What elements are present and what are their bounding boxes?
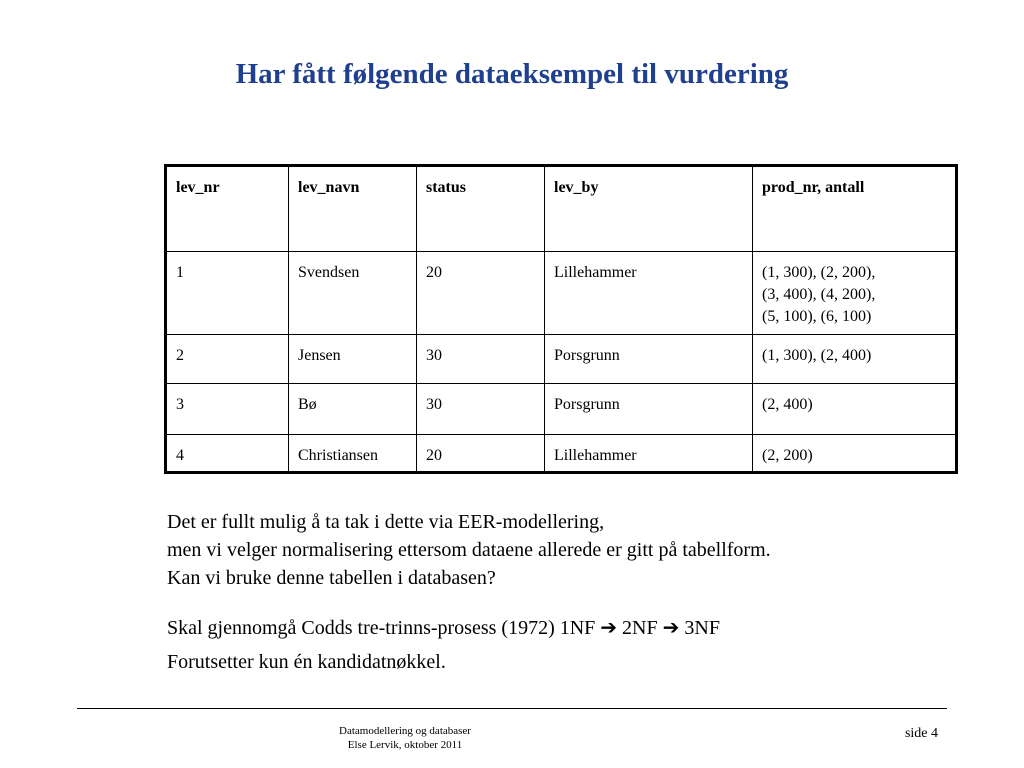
page-number: side 4 <box>904 726 938 741</box>
body-line-codd: Skal gjennomgå Codds tre-trinns-prosess (1972) 1NF ➔ 2NF ➔ 3NF <box>167 617 720 639</box>
footer-author: Else Lervik, oktober 2011 <box>347 739 463 751</box>
footer-info <box>0 724 810 752</box>
cell-lev-navn: Christiansen <box>289 435 417 473</box>
cell-prod-antall <box>753 252 957 335</box>
cell-prod-antall: (2, 400) <box>753 384 957 435</box>
cell-status: 20 <box>417 435 545 473</box>
cell-status: 30 <box>417 335 545 384</box>
table-row <box>166 335 957 384</box>
body-line: Kan vi bruke denne tabellen i databasen? <box>167 567 496 589</box>
header-prod-antall: prod_nr, antall <box>753 166 957 252</box>
cell-lev-by: Lillehammer <box>545 435 753 473</box>
cell-status: 20 <box>417 252 545 335</box>
prod-line: (5, 100), (6, 100) <box>762 308 872 325</box>
supplier-table <box>164 164 958 474</box>
cell-lev-navn: Svendsen <box>289 252 417 335</box>
cell-lev-nr: 3 <box>166 384 289 435</box>
prod-line: (3, 400), (4, 200), <box>762 286 876 303</box>
table-row <box>166 435 957 473</box>
prod-line: (1, 300), (2, 200), <box>762 264 876 281</box>
table-row <box>166 384 957 435</box>
cell-lev-nr: 1 <box>166 252 289 335</box>
cell-lev-navn: Jensen <box>289 335 417 384</box>
slide-title: Har fått følgende dataeksempel til vurdering <box>235 58 789 90</box>
slide-body <box>167 508 771 676</box>
cell-lev-by: Porsgrunn <box>545 335 753 384</box>
body-line: Det er fullt mulig å ta tak i dette via EER-modellering, <box>167 511 605 533</box>
header-lev-by: lev_by <box>545 166 753 252</box>
cell-lev-by: Lillehammer <box>545 252 753 335</box>
header-lev-navn: lev_navn <box>289 166 417 252</box>
table-header-row <box>166 166 957 252</box>
body-line: men vi velger normalisering ettersom dataene allerede er gitt på tabellform. <box>167 539 771 561</box>
cell-lev-navn: Bø <box>289 384 417 435</box>
table-row <box>166 252 957 335</box>
cell-lev-nr: 4 <box>166 435 289 473</box>
cell-lev-nr: 2 <box>166 335 289 384</box>
cell-lev-by: Porsgrunn <box>545 384 753 435</box>
cell-prod-antall: (1, 300), (2, 400) <box>753 335 957 384</box>
footer-divider <box>77 708 947 709</box>
footer-course: Datamodellering og databaser <box>339 725 471 737</box>
body-line: Forutsetter kun én kandidatnøkkel. <box>167 651 446 673</box>
cell-status: 30 <box>417 384 545 435</box>
header-lev-nr: lev_nr <box>166 166 289 252</box>
cell-prod-antall: (2, 200) <box>753 435 957 473</box>
header-status: status <box>417 166 545 252</box>
